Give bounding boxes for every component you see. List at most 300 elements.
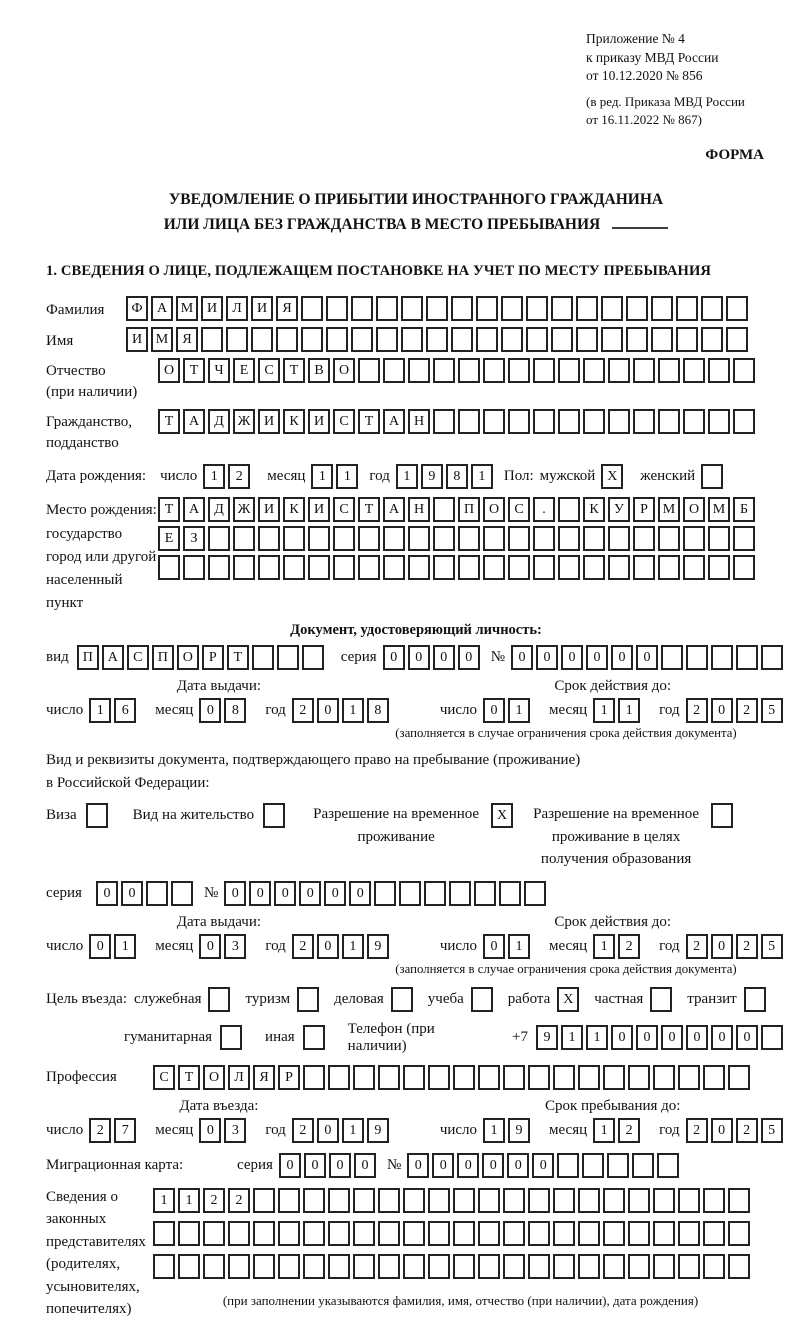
char-cell[interactable] — [408, 358, 430, 383]
char-cell[interactable] — [433, 358, 455, 383]
char-cell[interactable]: 0 — [199, 1118, 221, 1143]
char-cell[interactable] — [376, 296, 398, 321]
char-cell[interactable]: 1 — [593, 934, 615, 959]
char-cell[interactable]: 0 — [317, 698, 339, 723]
char-cell[interactable] — [608, 409, 630, 434]
char-cell[interactable]: И — [258, 497, 280, 522]
char-cell[interactable]: 1 — [89, 698, 111, 723]
char-cell[interactable]: 6 — [114, 698, 136, 723]
char-cell[interactable] — [608, 358, 630, 383]
char-cell[interactable]: И — [308, 497, 330, 522]
char-cell[interactable]: И — [126, 327, 148, 352]
char-cell[interactable]: В — [308, 358, 330, 383]
char-cell[interactable]: 0 — [96, 881, 118, 906]
char-cell[interactable]: М — [708, 497, 730, 522]
char-cell[interactable] — [703, 1254, 725, 1279]
char-cell[interactable] — [524, 881, 546, 906]
char-cell[interactable] — [633, 526, 655, 551]
char-cell[interactable]: 0 — [249, 881, 271, 906]
char-cell[interactable]: 0 — [561, 645, 583, 670]
char-cell[interactable] — [478, 1188, 500, 1213]
char-cell[interactable] — [233, 555, 255, 580]
char-cell[interactable] — [453, 1188, 475, 1213]
char-cell[interactable]: А — [383, 409, 405, 434]
char-cell[interactable]: 0 — [89, 934, 111, 959]
char-cell[interactable] — [203, 1254, 225, 1279]
char-cell[interactable] — [603, 1065, 625, 1090]
char-cell[interactable] — [726, 327, 748, 352]
checkbox-cell[interactable] — [263, 803, 285, 828]
char-cell[interactable]: 0 — [661, 1025, 683, 1050]
char-cell[interactable]: 0 — [636, 1025, 658, 1050]
char-cell[interactable] — [499, 881, 521, 906]
char-cell[interactable]: Т — [183, 358, 205, 383]
char-cell[interactable] — [711, 645, 733, 670]
char-cell[interactable] — [726, 296, 748, 321]
char-cell[interactable] — [632, 1153, 654, 1178]
char-cell[interactable] — [433, 497, 455, 522]
char-cell[interactable]: Т — [158, 497, 180, 522]
char-cell[interactable] — [533, 555, 555, 580]
char-cell[interactable]: Н — [408, 409, 430, 434]
char-cell[interactable]: 2 — [292, 698, 314, 723]
char-cell[interactable] — [253, 1188, 275, 1213]
char-cell[interactable]: Р — [202, 645, 224, 670]
char-cell[interactable] — [258, 526, 280, 551]
char-cell[interactable] — [553, 1254, 575, 1279]
char-cell[interactable]: 2 — [686, 934, 708, 959]
char-cell[interactable]: Т — [178, 1065, 200, 1090]
char-cell[interactable] — [651, 296, 673, 321]
char-cell[interactable] — [708, 358, 730, 383]
char-cell[interactable]: 0 — [121, 881, 143, 906]
char-cell[interactable] — [761, 645, 783, 670]
char-cell[interactable] — [483, 526, 505, 551]
char-cell[interactable] — [408, 555, 430, 580]
char-cell[interactable]: 0 — [458, 645, 480, 670]
char-cell[interactable] — [653, 1221, 675, 1246]
char-cell[interactable] — [277, 645, 299, 670]
char-cell[interactable] — [658, 555, 680, 580]
char-cell[interactable]: Ж — [233, 497, 255, 522]
char-cell[interactable] — [426, 327, 448, 352]
char-cell[interactable] — [328, 1221, 350, 1246]
char-cell[interactable]: 9 — [508, 1118, 530, 1143]
char-cell[interactable] — [683, 555, 705, 580]
char-cell[interactable] — [708, 409, 730, 434]
char-cell[interactable] — [608, 555, 630, 580]
char-cell[interactable]: 3 — [224, 934, 246, 959]
char-cell[interactable]: 3 — [224, 1118, 246, 1143]
char-cell[interactable]: 0 — [711, 1025, 733, 1050]
char-cell[interactable] — [533, 526, 555, 551]
char-cell[interactable] — [676, 296, 698, 321]
char-cell[interactable] — [558, 526, 580, 551]
char-cell[interactable]: 1 — [483, 1118, 505, 1143]
char-cell[interactable] — [583, 409, 605, 434]
char-cell[interactable]: Д — [208, 497, 230, 522]
char-cell[interactable]: 0 — [686, 1025, 708, 1050]
char-cell[interactable] — [378, 1188, 400, 1213]
char-cell[interactable] — [653, 1188, 675, 1213]
char-cell[interactable]: 1 — [561, 1025, 583, 1050]
char-cell[interactable] — [478, 1065, 500, 1090]
char-cell[interactable] — [703, 1065, 725, 1090]
char-cell[interactable] — [553, 1188, 575, 1213]
char-cell[interactable] — [508, 358, 530, 383]
char-cell[interactable] — [658, 526, 680, 551]
char-cell[interactable] — [383, 358, 405, 383]
char-cell[interactable]: 1 — [153, 1188, 175, 1213]
char-cell[interactable]: 2 — [686, 698, 708, 723]
char-cell[interactable] — [478, 1221, 500, 1246]
char-cell[interactable]: 0 — [407, 1153, 429, 1178]
char-cell[interactable]: 2 — [618, 1118, 640, 1143]
char-cell[interactable]: 1 — [593, 1118, 615, 1143]
char-cell[interactable] — [433, 409, 455, 434]
char-cell[interactable] — [653, 1254, 675, 1279]
char-cell[interactable] — [578, 1254, 600, 1279]
char-cell[interactable] — [476, 296, 498, 321]
char-cell[interactable]: Н — [408, 497, 430, 522]
char-cell[interactable]: Ж — [233, 409, 255, 434]
char-cell[interactable]: 0 — [536, 645, 558, 670]
char-cell[interactable] — [633, 409, 655, 434]
char-cell[interactable] — [483, 555, 505, 580]
char-cell[interactable] — [378, 1221, 400, 1246]
char-cell[interactable] — [528, 1254, 550, 1279]
char-cell[interactable] — [576, 327, 598, 352]
char-cell[interactable]: Я — [176, 327, 198, 352]
char-cell[interactable]: 5 — [761, 934, 783, 959]
char-cell[interactable] — [503, 1188, 525, 1213]
char-cell[interactable]: 0 — [457, 1153, 479, 1178]
char-cell[interactable]: 0 — [483, 934, 505, 959]
char-cell[interactable] — [761, 1025, 783, 1050]
char-cell[interactable] — [633, 358, 655, 383]
char-cell[interactable] — [203, 1221, 225, 1246]
char-cell[interactable] — [253, 1221, 275, 1246]
char-cell[interactable] — [158, 555, 180, 580]
char-cell[interactable]: Д — [208, 409, 230, 434]
char-cell[interactable] — [683, 358, 705, 383]
char-cell[interactable]: 2 — [618, 934, 640, 959]
char-cell[interactable]: О — [333, 358, 355, 383]
char-cell[interactable] — [403, 1065, 425, 1090]
char-cell[interactable] — [301, 296, 323, 321]
char-cell[interactable]: 1 — [593, 698, 615, 723]
char-cell[interactable] — [278, 1221, 300, 1246]
char-cell[interactable]: 2 — [686, 1118, 708, 1143]
char-cell[interactable] — [383, 526, 405, 551]
char-cell[interactable]: 5 — [761, 1118, 783, 1143]
char-cell[interactable] — [503, 1221, 525, 1246]
char-cell[interactable]: 0 — [199, 698, 221, 723]
char-cell[interactable]: 0 — [711, 1118, 733, 1143]
char-cell[interactable] — [628, 1254, 650, 1279]
char-cell[interactable]: С — [333, 409, 355, 434]
char-cell[interactable]: 0 — [611, 1025, 633, 1050]
char-cell[interactable]: С — [153, 1065, 175, 1090]
char-cell[interactable]: К — [583, 497, 605, 522]
char-cell[interactable] — [501, 327, 523, 352]
char-cell[interactable] — [328, 1254, 350, 1279]
char-cell[interactable]: С — [258, 358, 280, 383]
char-cell[interactable]: 1 — [586, 1025, 608, 1050]
checkbox-cell[interactable] — [297, 987, 319, 1012]
char-cell[interactable] — [583, 526, 605, 551]
char-cell[interactable] — [728, 1254, 750, 1279]
char-cell[interactable] — [228, 1221, 250, 1246]
char-cell[interactable]: Л — [226, 296, 248, 321]
char-cell[interactable] — [228, 1254, 250, 1279]
char-cell[interactable] — [557, 1153, 579, 1178]
char-cell[interactable]: 0 — [224, 881, 246, 906]
char-cell[interactable] — [302, 645, 324, 670]
char-cell[interactable] — [183, 555, 205, 580]
char-cell[interactable]: А — [183, 497, 205, 522]
char-cell[interactable] — [428, 1221, 450, 1246]
char-cell[interactable]: 2 — [203, 1188, 225, 1213]
char-cell[interactable]: О — [203, 1065, 225, 1090]
char-cell[interactable] — [558, 497, 580, 522]
char-cell[interactable]: У — [608, 497, 630, 522]
char-cell[interactable]: Т — [158, 409, 180, 434]
char-cell[interactable]: 0 — [408, 645, 430, 670]
char-cell[interactable] — [708, 555, 730, 580]
char-cell[interactable] — [326, 327, 348, 352]
char-cell[interactable]: Р — [633, 497, 655, 522]
char-cell[interactable] — [508, 409, 530, 434]
char-cell[interactable]: 8 — [367, 698, 389, 723]
char-cell[interactable] — [283, 526, 305, 551]
char-cell[interactable] — [153, 1254, 175, 1279]
char-cell[interactable]: Я — [253, 1065, 275, 1090]
char-cell[interactable] — [351, 327, 373, 352]
char-cell[interactable]: Е — [158, 526, 180, 551]
char-cell[interactable] — [601, 327, 623, 352]
char-cell[interactable]: 0 — [507, 1153, 529, 1178]
char-cell[interactable]: 9 — [367, 1118, 389, 1143]
char-cell[interactable] — [503, 1065, 525, 1090]
char-cell[interactable] — [476, 327, 498, 352]
char-cell[interactable] — [626, 296, 648, 321]
char-cell[interactable] — [733, 409, 755, 434]
char-cell[interactable] — [251, 327, 273, 352]
char-cell[interactable] — [528, 1221, 550, 1246]
char-cell[interactable] — [328, 1065, 350, 1090]
char-cell[interactable] — [403, 1188, 425, 1213]
char-cell[interactable] — [353, 1065, 375, 1090]
char-cell[interactable] — [582, 1153, 604, 1178]
char-cell[interactable]: М — [176, 296, 198, 321]
char-cell[interactable]: Л — [228, 1065, 250, 1090]
char-cell[interactable]: И — [258, 409, 280, 434]
char-cell[interactable] — [701, 327, 723, 352]
char-cell[interactable] — [451, 296, 473, 321]
char-cell[interactable] — [278, 1188, 300, 1213]
char-cell[interactable] — [733, 358, 755, 383]
char-cell[interactable]: 0 — [299, 881, 321, 906]
char-cell[interactable] — [553, 1221, 575, 1246]
char-cell[interactable]: 0 — [317, 934, 339, 959]
char-cell[interactable]: 2 — [228, 464, 250, 489]
char-cell[interactable] — [301, 327, 323, 352]
char-cell[interactable] — [378, 1065, 400, 1090]
char-cell[interactable] — [603, 1254, 625, 1279]
char-cell[interactable] — [558, 555, 580, 580]
char-cell[interactable] — [603, 1188, 625, 1213]
char-cell[interactable]: . — [533, 497, 555, 522]
checkbox-cell[interactable] — [303, 1025, 325, 1050]
char-cell[interactable] — [449, 881, 471, 906]
char-cell[interactable]: 0 — [636, 645, 658, 670]
char-cell[interactable] — [283, 555, 305, 580]
char-cell[interactable]: 2 — [736, 698, 758, 723]
char-cell[interactable]: 0 — [279, 1153, 301, 1178]
char-cell[interactable] — [633, 555, 655, 580]
char-cell[interactable] — [428, 1254, 450, 1279]
char-cell[interactable]: 1 — [471, 464, 493, 489]
char-cell[interactable]: 9 — [421, 464, 443, 489]
char-cell[interactable]: 7 — [114, 1118, 136, 1143]
char-cell[interactable] — [351, 296, 373, 321]
char-cell[interactable] — [551, 327, 573, 352]
checkbox-cell[interactable] — [208, 987, 230, 1012]
checkbox-cell[interactable] — [701, 464, 723, 489]
char-cell[interactable]: Б — [733, 497, 755, 522]
char-cell[interactable] — [258, 555, 280, 580]
char-cell[interactable] — [676, 327, 698, 352]
char-cell[interactable] — [303, 1188, 325, 1213]
char-cell[interactable] — [403, 1221, 425, 1246]
char-cell[interactable] — [458, 555, 480, 580]
char-cell[interactable] — [433, 555, 455, 580]
char-cell[interactable]: 0 — [711, 698, 733, 723]
char-cell[interactable] — [483, 409, 505, 434]
char-cell[interactable] — [451, 327, 473, 352]
char-cell[interactable] — [708, 526, 730, 551]
char-cell[interactable] — [578, 1221, 600, 1246]
char-cell[interactable]: 0 — [483, 698, 505, 723]
char-cell[interactable]: 0 — [304, 1153, 326, 1178]
char-cell[interactable]: О — [158, 358, 180, 383]
char-cell[interactable]: 1 — [618, 698, 640, 723]
char-cell[interactable]: 0 — [349, 881, 371, 906]
char-cell[interactable]: 0 — [432, 1153, 454, 1178]
char-cell[interactable] — [583, 358, 605, 383]
checkbox-cell[interactable]: X — [557, 987, 579, 1012]
char-cell[interactable] — [733, 526, 755, 551]
char-cell[interactable] — [171, 881, 193, 906]
char-cell[interactable] — [358, 526, 380, 551]
char-cell[interactable] — [458, 358, 480, 383]
char-cell[interactable] — [401, 327, 423, 352]
char-cell[interactable] — [626, 327, 648, 352]
char-cell[interactable]: И — [201, 296, 223, 321]
char-cell[interactable] — [253, 1254, 275, 1279]
char-cell[interactable] — [252, 645, 274, 670]
char-cell[interactable]: 2 — [89, 1118, 111, 1143]
char-cell[interactable]: 1 — [508, 934, 530, 959]
char-cell[interactable]: М — [658, 497, 680, 522]
char-cell[interactable]: 1 — [342, 1118, 364, 1143]
char-cell[interactable] — [303, 1065, 325, 1090]
char-cell[interactable] — [533, 358, 555, 383]
char-cell[interactable] — [303, 1221, 325, 1246]
char-cell[interactable]: К — [283, 497, 305, 522]
char-cell[interactable] — [428, 1188, 450, 1213]
checkbox-cell[interactable]: X — [601, 464, 623, 489]
char-cell[interactable] — [503, 1254, 525, 1279]
char-cell[interactable] — [303, 1254, 325, 1279]
char-cell[interactable] — [433, 526, 455, 551]
char-cell[interactable] — [607, 1153, 629, 1178]
char-cell[interactable]: 9 — [536, 1025, 558, 1050]
char-cell[interactable] — [558, 409, 580, 434]
char-cell[interactable] — [551, 296, 573, 321]
char-cell[interactable] — [628, 1188, 650, 1213]
char-cell[interactable] — [578, 1065, 600, 1090]
checkbox-cell[interactable] — [650, 987, 672, 1012]
char-cell[interactable] — [736, 645, 758, 670]
char-cell[interactable] — [501, 296, 523, 321]
char-cell[interactable] — [226, 327, 248, 352]
char-cell[interactable]: 5 — [761, 698, 783, 723]
char-cell[interactable] — [201, 327, 223, 352]
char-cell[interactable] — [478, 1254, 500, 1279]
char-cell[interactable] — [533, 409, 555, 434]
char-cell[interactable]: 1 — [342, 934, 364, 959]
char-cell[interactable] — [733, 555, 755, 580]
char-cell[interactable]: О — [177, 645, 199, 670]
char-cell[interactable] — [153, 1221, 175, 1246]
char-cell[interactable] — [526, 296, 548, 321]
char-cell[interactable]: 0 — [586, 645, 608, 670]
char-cell[interactable] — [358, 358, 380, 383]
char-cell[interactable]: Т — [227, 645, 249, 670]
char-cell[interactable] — [401, 296, 423, 321]
char-cell[interactable]: Т — [358, 409, 380, 434]
char-cell[interactable]: 2 — [292, 1118, 314, 1143]
char-cell[interactable]: 2 — [736, 934, 758, 959]
char-cell[interactable]: 1 — [311, 464, 333, 489]
char-cell[interactable]: 8 — [446, 464, 468, 489]
char-cell[interactable] — [408, 526, 430, 551]
char-cell[interactable] — [528, 1188, 550, 1213]
checkbox-cell[interactable] — [471, 987, 493, 1012]
char-cell[interactable] — [628, 1221, 650, 1246]
char-cell[interactable]: С — [127, 645, 149, 670]
checkbox-cell[interactable] — [86, 803, 108, 828]
char-cell[interactable] — [453, 1221, 475, 1246]
char-cell[interactable] — [483, 358, 505, 383]
char-cell[interactable]: 0 — [354, 1153, 376, 1178]
char-cell[interactable]: М — [151, 327, 173, 352]
char-cell[interactable] — [683, 409, 705, 434]
char-cell[interactable]: П — [458, 497, 480, 522]
char-cell[interactable]: 1 — [114, 934, 136, 959]
checkbox-cell[interactable] — [711, 803, 733, 828]
char-cell[interactable]: А — [183, 409, 205, 434]
char-cell[interactable] — [508, 555, 530, 580]
char-cell[interactable]: 0 — [736, 1025, 758, 1050]
char-cell[interactable]: Ф — [126, 296, 148, 321]
checkbox-cell[interactable]: X — [491, 803, 513, 828]
char-cell[interactable] — [653, 1065, 675, 1090]
char-cell[interactable] — [426, 296, 448, 321]
char-cell[interactable] — [353, 1188, 375, 1213]
